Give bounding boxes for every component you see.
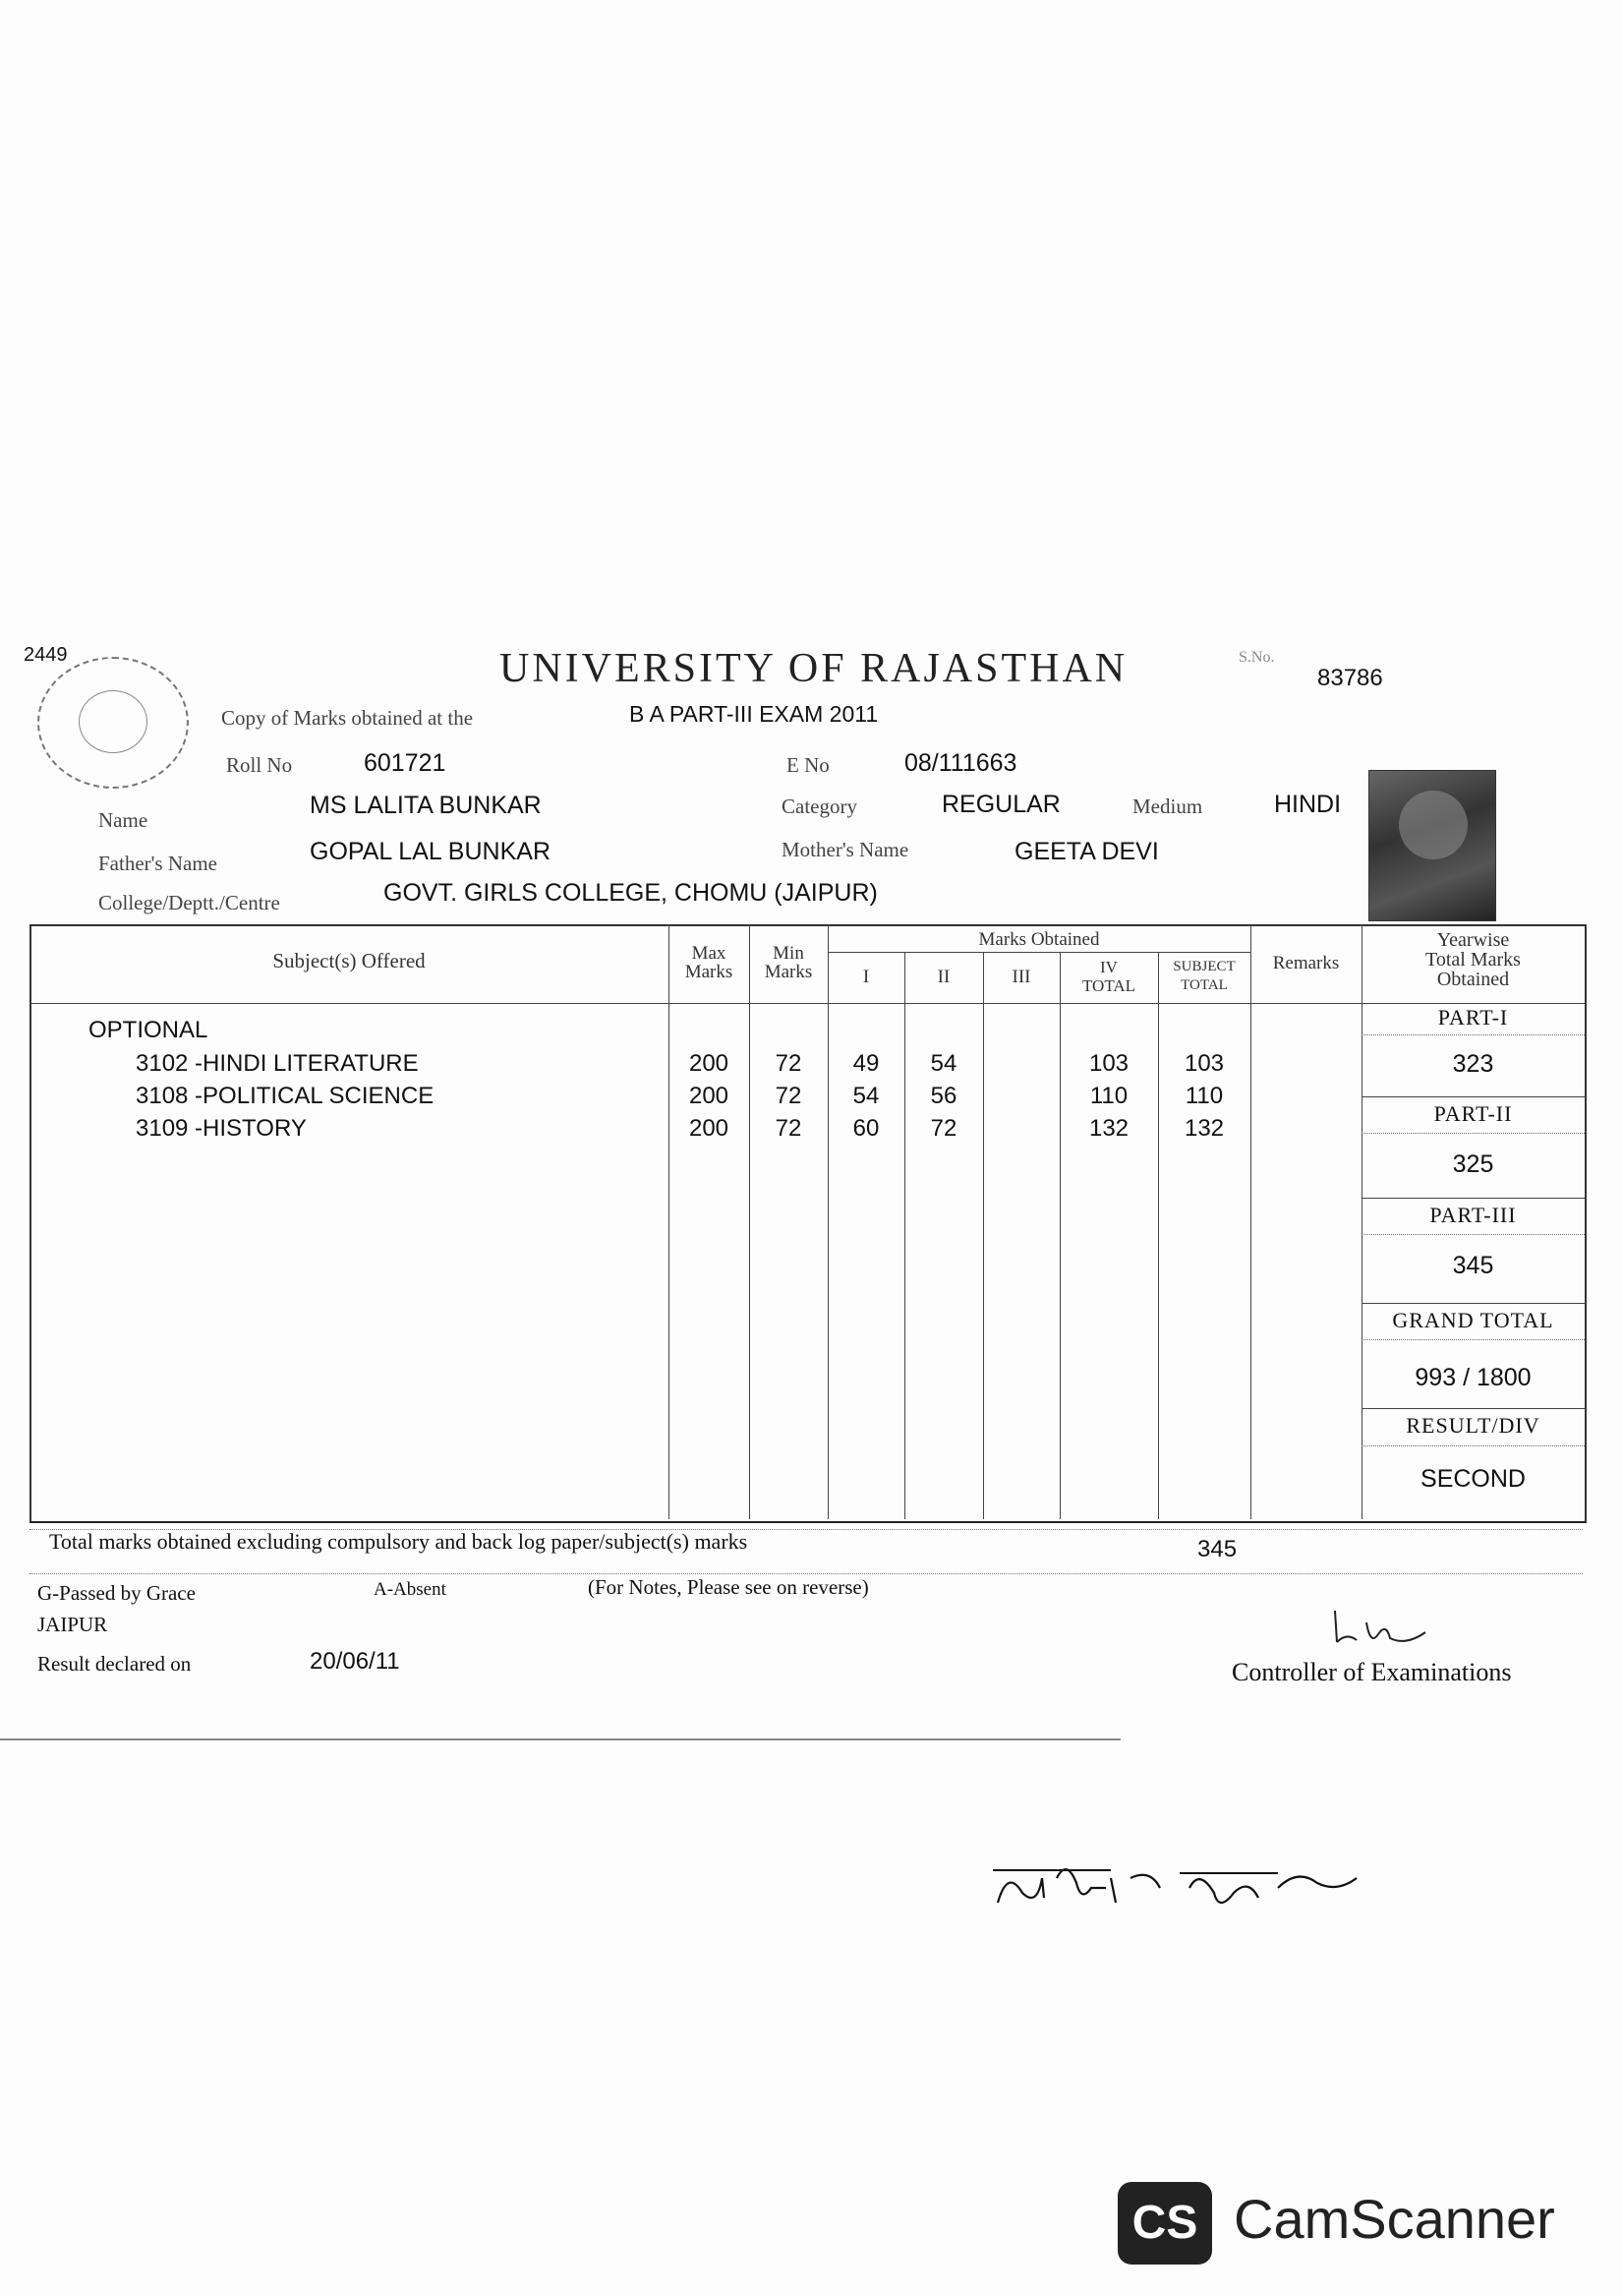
header-subject-total: SUBJECT TOTAL xyxy=(1173,959,1236,993)
row1-max: 200 xyxy=(688,1050,729,1077)
row3-total: 132 xyxy=(1088,1115,1130,1142)
grand-total-label: GRAND TOTAL xyxy=(1392,1308,1554,1332)
row2-max: 200 xyxy=(688,1083,729,1109)
medium-value: HINDI xyxy=(1274,791,1342,818)
row2-min: 72 xyxy=(775,1083,802,1109)
result-value: SECOND xyxy=(1420,1465,1526,1493)
header-ii: II xyxy=(937,967,951,987)
roll-value: 601721 xyxy=(364,749,446,777)
total-footer-value: 345 xyxy=(1197,1536,1238,1562)
subject-row-2: 3108 -POLITICAL SCIENCE xyxy=(136,1083,435,1109)
college-value: GOVT. GIRLS COLLEGE, CHOMU (JAIPUR) xyxy=(383,879,878,907)
header-subject: Subject(s) Offered xyxy=(272,949,426,972)
header-iii: III xyxy=(1012,967,1031,987)
part2-label: PART-II xyxy=(1433,1101,1513,1126)
row3-p2: 72 xyxy=(930,1115,957,1142)
grace-note: G-Passed by Grace xyxy=(37,1581,196,1605)
row2-p2: 56 xyxy=(930,1083,957,1109)
header-iv-total: IV TOTAL xyxy=(1081,958,1136,995)
part2-value: 325 xyxy=(1452,1150,1494,1178)
camscanner-brand: CamScanner xyxy=(1234,2188,1555,2250)
exam-name: B A PART-III EXAM 2011 xyxy=(629,701,879,727)
absent-note: A-Absent xyxy=(374,1579,446,1600)
student-photo xyxy=(1368,770,1496,921)
student-signature xyxy=(983,1849,1376,1927)
serial-right: 83786 xyxy=(1317,665,1383,691)
category-value: REGULAR xyxy=(942,791,1061,818)
header-i: I xyxy=(862,967,870,987)
controller-signature xyxy=(1327,1603,1435,1658)
header-obtained: Marks Obtained xyxy=(978,929,1100,950)
marks-table xyxy=(29,924,1587,1523)
copy-label: Copy of Marks obtained at the xyxy=(221,706,474,730)
total-footer-text: Total marks obtained excluding compulsory and back log paper/subject(s) marks xyxy=(49,1529,748,1554)
subject-row-1: 3102 -HINDI LITERATURE xyxy=(136,1050,419,1077)
serial-left: 2449 xyxy=(24,644,68,666)
reverse-note: (For Notes, Please see on reverse) xyxy=(588,1575,869,1599)
row1-subject-total: 103 xyxy=(1184,1050,1225,1077)
category-label: Category xyxy=(782,795,857,818)
serial-right-label: S.No. xyxy=(1239,649,1275,666)
part3-label: PART-III xyxy=(1429,1203,1517,1227)
header-yearwise: Yearwise Total Marks Obtained xyxy=(1425,929,1521,990)
university-seal xyxy=(37,657,189,789)
group-label: OPTIONAL xyxy=(88,1017,208,1043)
row2-p1: 54 xyxy=(852,1083,880,1109)
row2-subject-total: 110 xyxy=(1185,1083,1224,1109)
eno-label: E No xyxy=(786,753,830,777)
mother-value: GEETA DEVI xyxy=(1014,838,1159,865)
part3-value: 345 xyxy=(1452,1252,1494,1279)
declared-label: Result declared on xyxy=(37,1652,192,1676)
place: JAIPUR xyxy=(37,1613,108,1636)
grand-total-value: 993 / 1800 xyxy=(1415,1364,1532,1391)
part1-value: 323 xyxy=(1452,1050,1494,1078)
result-label: RESULT/DIV xyxy=(1406,1413,1540,1438)
medium-label: Medium xyxy=(1132,795,1203,818)
eno-value: 08/111663 xyxy=(904,749,1017,777)
row3-subject-total: 132 xyxy=(1184,1115,1225,1142)
university-title: UNIVERSITY OF RAJASTHAN xyxy=(499,646,1129,691)
row1-min: 72 xyxy=(775,1050,802,1077)
camscanner-logo: CS xyxy=(1118,2182,1212,2265)
father-value: GOPAL LAL BUNKAR xyxy=(310,838,551,865)
row3-min: 72 xyxy=(775,1115,802,1142)
header-max: Max Marks xyxy=(684,943,733,982)
row1-p1: 49 xyxy=(852,1050,880,1077)
name-value: MS LALITA BUNKAR xyxy=(310,792,542,819)
header-min: Min Marks xyxy=(764,943,813,982)
mother-label: Mother's Name xyxy=(782,838,909,861)
declared-value: 20/06/11 xyxy=(310,1648,400,1675)
college-label: College/Deptt./Centre xyxy=(98,891,280,914)
name-label: Name xyxy=(98,808,148,832)
row1-p2: 54 xyxy=(930,1050,957,1077)
row2-total: 110 xyxy=(1089,1083,1129,1109)
roll-label: Roll No xyxy=(226,753,293,777)
header-remarks: Remarks xyxy=(1272,953,1340,973)
father-label: Father's Name xyxy=(98,852,217,875)
subject-row-3: 3109 -HISTORY xyxy=(136,1115,307,1142)
row1-total: 103 xyxy=(1088,1050,1130,1077)
row3-p1: 60 xyxy=(852,1115,880,1142)
part1-label: PART-I xyxy=(1437,1005,1509,1030)
controller-label: Controller of Examinations xyxy=(1232,1658,1512,1686)
row3-max: 200 xyxy=(688,1115,729,1142)
